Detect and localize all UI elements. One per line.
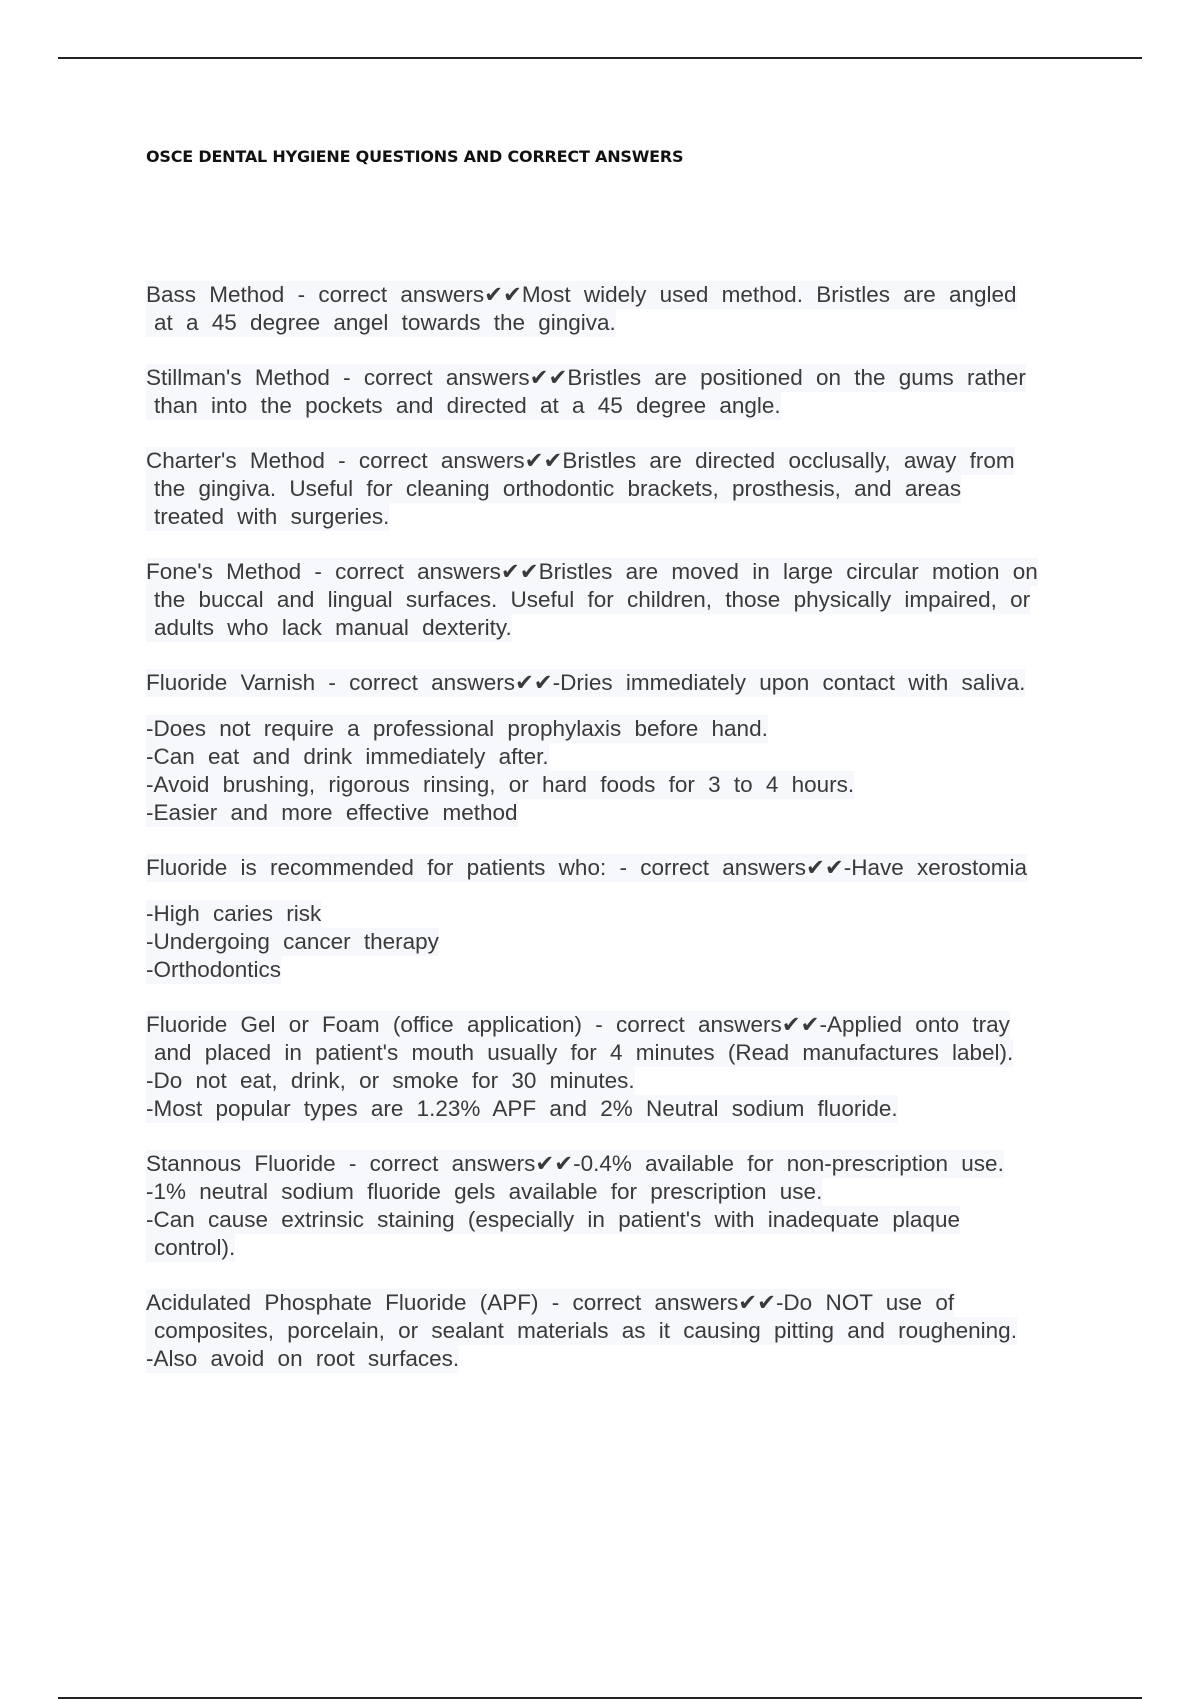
entry-line: Stannous Fluoride - correct answers✔✔-0.4% available for non-prescription use. [146, 1151, 1004, 1176]
entry-line: and placed in patient's mouth usually for 4 minutes (Read manufactures label). [146, 1039, 1013, 1067]
entry-line: Bass Method - correct answers✔✔Most widely used method. Bristles are angled [146, 282, 1017, 307]
entry-line: Fluoride Varnish - correct answers✔✔-Dries immediately upon contact with saliva. [146, 670, 1026, 695]
entry-sub-line: -Easier and more effective method [146, 800, 518, 825]
entry-line: the buccal and lingual surfaces. Useful for children, those physically impaired, or [146, 586, 1030, 614]
entry-line: Fluoride is recommended for patients who: - correct answers✔✔-Have xerostomia [146, 855, 1028, 880]
entry-line: Acidulated Phosphate Fluoride (APF) - correct answers✔✔-Do NOT use of [146, 1290, 955, 1315]
entry-fones-method [146, 558, 1096, 642]
entry-sub-line: -Can eat and drink immediately after. [146, 744, 549, 769]
entry-line: adults who lack manual dexterity. [146, 614, 512, 642]
entry-line: -Most popular types are 1.23% APF and 2% Neutral sodium fluoride. [146, 1096, 898, 1121]
entry-stillmans-method [146, 364, 1096, 420]
entry-line: -1% neutral sodium fluoride gels available for prescription use. [146, 1179, 823, 1204]
entry-line: -Also avoid on root surfaces. [146, 1346, 460, 1371]
entry-line: -Do not eat, drink, or smoke for 30 minutes. [146, 1068, 635, 1093]
entry-line: -Can cause extrinsic staining (especially in patient's with inadequate plaque [146, 1207, 960, 1232]
entry-bass-method [146, 281, 1096, 337]
entry-fluoride-gel-foam [146, 1011, 1096, 1123]
entry-line: the gingiva. Useful for cleaning orthodontic brackets, prosthesis, and areas [146, 475, 961, 503]
entry-fluoride-recommended [146, 854, 1096, 984]
document-title: OSCE DENTAL HYGIENE QUESTIONS AND CORRECT ANSWERS [146, 147, 684, 166]
entry-sub-line: -Does not require a professional prophylaxis before hand. [146, 716, 768, 741]
entry-charters-method [146, 447, 1096, 531]
entry-sub-line: -Undergoing cancer therapy [146, 929, 439, 954]
entry-apf [146, 1289, 1096, 1373]
entry-line: composites, porcelain, or sealant materials as it causing pitting and roughening. [146, 1317, 1017, 1345]
entry-line: Charter's Method - correct answers✔✔Bristles are directed occlusally, away from [146, 448, 1015, 473]
entry-sub-line: -Avoid brushing, rigorous rinsing, or hard foods for 3 to 4 hours. [146, 772, 855, 797]
entry-sub-line: -Orthodontics [146, 957, 282, 982]
entry-sub-line: -High caries risk [146, 901, 322, 926]
entry-fluoride-varnish [146, 669, 1096, 827]
entry-line: Stillman's Method - correct answers✔✔Bristles are positioned on the gums rather [146, 365, 1026, 390]
entry-line: Fone's Method - correct answers✔✔Bristles are moved in large circular motion on [146, 559, 1038, 584]
entry-line: treated with surgeries. [146, 503, 389, 531]
document-body [146, 281, 1096, 1373]
top-rule [58, 57, 1142, 59]
entry-line: than into the pockets and directed at a 45 degree angle. [146, 392, 781, 420]
bottom-rule [58, 1697, 1142, 1699]
entry-line: at a 45 degree angel towards the gingiva. [146, 309, 616, 337]
entry-line: Fluoride Gel or Foam (office application) - correct answers✔✔-Applied onto tray [146, 1012, 1010, 1037]
entry-line: control). [146, 1234, 235, 1262]
entry-stannous-fluoride [146, 1150, 1096, 1262]
